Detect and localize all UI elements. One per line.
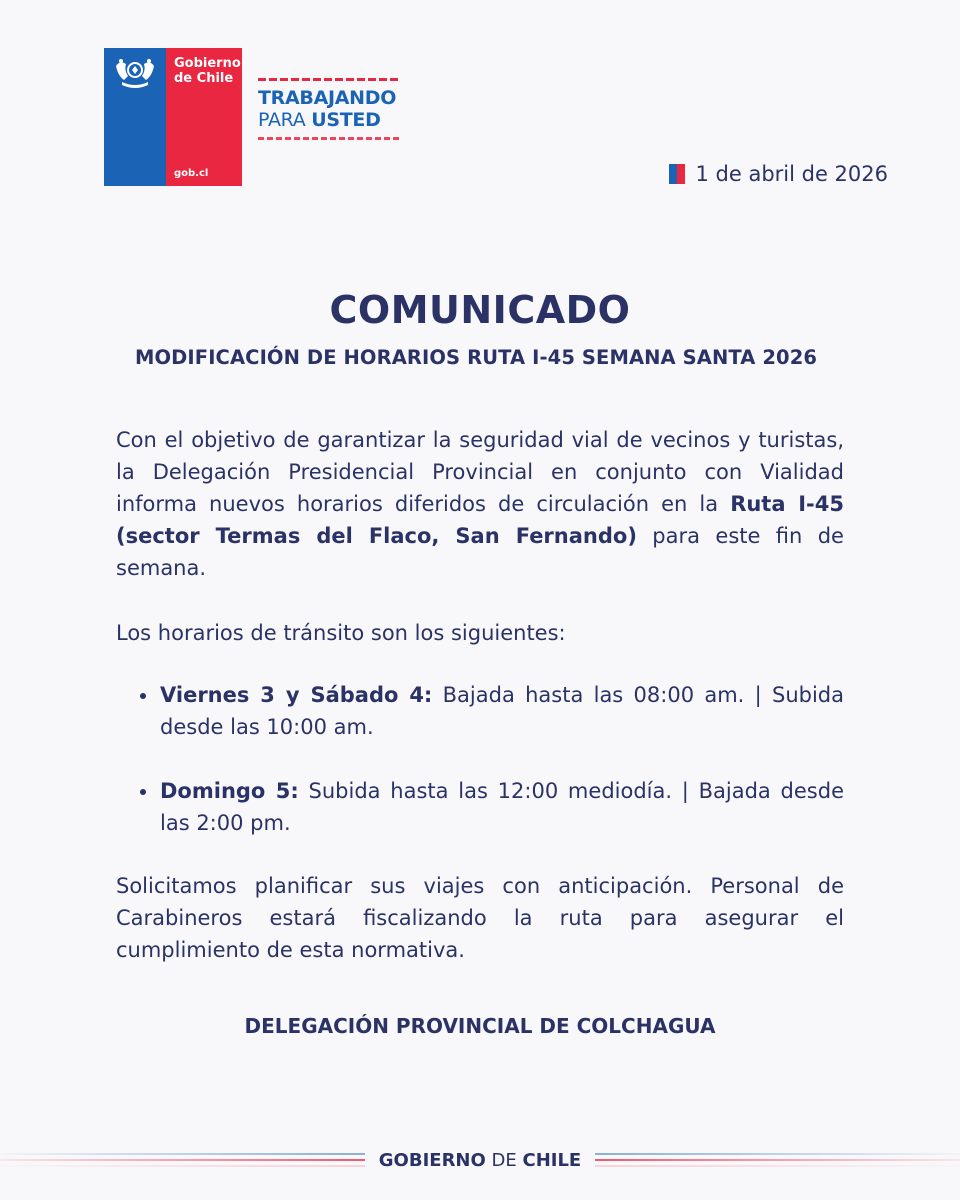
intro-route: Ruta I-45 (sector Termas del Flaco, San Fernando): [116, 492, 844, 548]
footer-lines-right: [595, 1151, 960, 1169]
footer-bold2: CHILE: [522, 1149, 582, 1171]
tagline-line2-prefix: PARA: [258, 109, 312, 131]
date-text: 1 de abril de 2026: [695, 162, 888, 186]
tagline-bottom-dashes: [258, 137, 400, 140]
footer: [0, 1146, 960, 1174]
schedule-list: [116, 679, 844, 839]
logo-blue-panel: [104, 48, 166, 186]
logo-brand-line2: de Chile: [174, 71, 234, 86]
intro-part2: para este fin de semana.: [116, 524, 844, 580]
page-subtitle: MODIFICACIÓN DE HORARIOS RUTA I-45 SEMANA SANTA 2026: [134, 346, 818, 369]
tagline-top-dashes: [258, 78, 400, 81]
tagline: [258, 78, 418, 140]
tagline-line1: TRABAJANDO: [258, 87, 397, 109]
logo-brand-line1: Gobierno: [174, 56, 241, 71]
page-title: COMUNICADO: [329, 288, 631, 332]
closing-paragraph: Solicitamos planificar sus viajes con anticipación. Personal de Carabineros estará fiscalizando la ruta para asegurar el cumplimiento de esta normativa.: [116, 874, 844, 962]
footer-bold1: GOBIERNO: [378, 1149, 486, 1171]
logo-red-panel: [166, 48, 242, 186]
intro-paragraph: [116, 424, 844, 584]
schedule-item-1: [160, 679, 844, 743]
logo-brand-text: [174, 56, 241, 86]
logo-domain: gob.cl: [174, 168, 209, 179]
flag-icon: [669, 164, 685, 184]
schedule-day: Domingo 5:: [160, 779, 299, 803]
date: [669, 162, 888, 186]
tagline-line2-bold: USTED: [311, 109, 381, 131]
schedule-lead: Los horarios de tránsito son los siguientes:: [116, 621, 566, 645]
footer-brand: [365, 1150, 595, 1171]
schedule-item-2: [160, 775, 844, 839]
intro-part1: Con el objetivo de garantizar la seguridad vial de vecinos y turistas, la Delegación Presidencial Provincial en conjunto con Vialidad informa nuevos horarios diferidos de circulación en la: [116, 428, 844, 516]
coat-of-arms-icon: [110, 56, 160, 92]
footer-lines-left: [0, 1151, 365, 1169]
gobierno-de-chile-logo: [104, 48, 242, 186]
schedule-detail: Subida hasta las 12:00 mediodía. | Bajada desde las 2:00 pm.: [160, 779, 844, 835]
announcement-body: [116, 424, 844, 966]
schedule-detail: Bajada hasta las 08:00 am. | Subida desde las 10:00 am.: [160, 683, 844, 739]
footer-middle: DE: [485, 1149, 523, 1171]
tagline-line2: [258, 109, 418, 131]
signature: DELEGACIÓN PROVINCIAL DE COLCHAGUA: [244, 1014, 716, 1038]
schedule-day: Viernes 3 y Sábado 4:: [160, 683, 433, 707]
